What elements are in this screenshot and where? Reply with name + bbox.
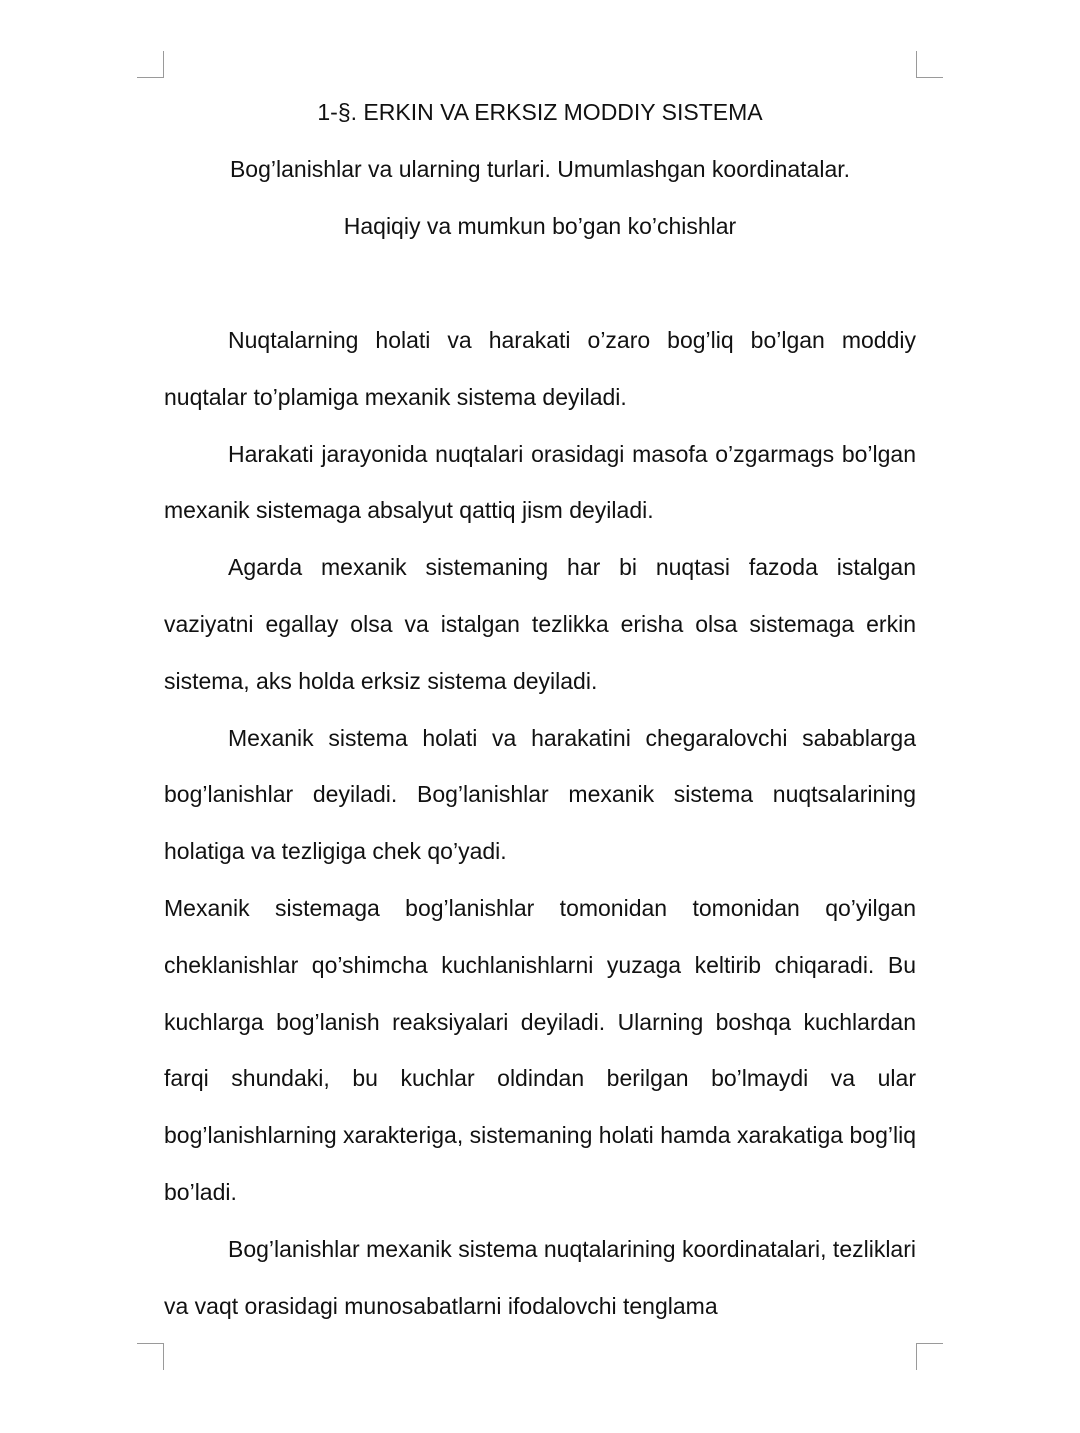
corner-mark-top-left xyxy=(137,51,164,78)
blank-line xyxy=(164,255,916,312)
paragraph-1: Nuqtalarning holati va harakati o’zaro bog’liq bo’lgan moddiy nuqtalar to’plamiga mexanik sistema deyiladi. xyxy=(164,327,916,410)
paragraph-3: Agarda mexanik sistemaning har bi nuqtasi fazoda istalgan vaziyatni egallay olsa va istalgan tezlikka erisha olsa sistemaga erkin sistema, aks holda erksiz sistema deyiladi. xyxy=(164,554,916,694)
paragraph-4: Mexanik sistema holati va harakatini chegaralovchi sabablarga bog’lanishlar deyiladi. Bog’lanishlar mexanik sistema nuqtsalarining holatiga va tezligiga chek qo’yadi. xyxy=(164,724,916,865)
section-title: 1-§. ERKIN VA ERKSIZ MODDIY SISTEMA xyxy=(317,99,763,125)
paragraph-2: Harakati jarayonida nuqtalari orasidagi masofa o’zgarmags bo’lgan mexanik sistemaga absalyut qattiq jism deyiladi. xyxy=(164,440,916,524)
corner-mark-top-right xyxy=(916,51,943,78)
paragraph-5: Mexanik sistemaga bog’lanishlar tomonidan tomonidan qo’yilgan cheklanishlar qo’shimcha kuchlanishlarni yuzaga keltirib chiqaradi. Bu kuchlarga bog’lanish reaksiyalari deyiladi. Ularning boshqa kuchlardan farqi shundaki, bu kuchlar oldindan berilgan bo’lmaydi va ular bog’lanishlarning xarakteriga, sistemaning holati hamda xarakatiga bog’liq bo’ladi. xyxy=(164,894,916,1205)
section-subtitle-line-2: Haqiqiy va mumkun bo’gan ko’chishlar xyxy=(343,213,737,239)
section-subtitle-line-1: Bog’lanishlar va ularning turlari. Umumlashgan koordinatalar. xyxy=(229,156,851,182)
document-body xyxy=(164,84,916,1334)
paragraph-6: Bog’lanishlar mexanik sistema nuqtalarining koordinatalari, tezliklari va vaqt orasidagi munosabatlarni ifodalovchi tenglama xyxy=(164,1235,916,1319)
corner-mark-bottom-left xyxy=(137,1343,164,1370)
corner-mark-bottom-right xyxy=(916,1343,943,1370)
